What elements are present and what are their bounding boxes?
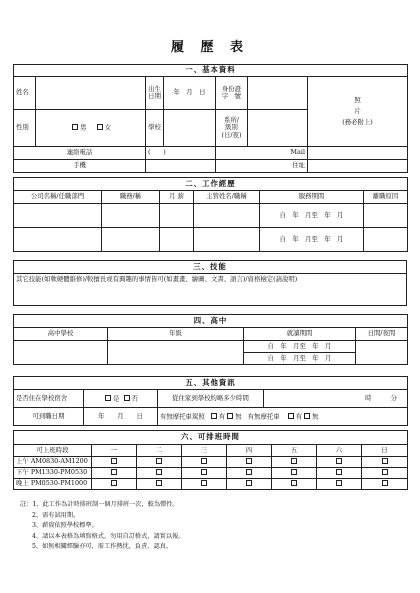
id-field[interactable] bbox=[248, 77, 308, 110]
slot-afternoon-label: 下午 PM1330-PM0530 bbox=[14, 468, 92, 479]
license-none-label: 無 bbox=[235, 412, 242, 421]
slot-checkbox[interactable] bbox=[156, 469, 162, 475]
slot-checkbox[interactable] bbox=[382, 469, 388, 475]
slot-cell bbox=[272, 479, 317, 490]
schedule-corner: 可上班時段 bbox=[14, 445, 92, 457]
section-basic-header: 一、基本資料 bbox=[14, 65, 408, 77]
slot-cell bbox=[227, 479, 272, 490]
slot-checkbox[interactable] bbox=[111, 469, 117, 475]
slot-cell bbox=[92, 468, 137, 479]
note-item: 5、如無相關經驗亦可，需工作熱忱，負責、認真。 bbox=[32, 543, 173, 550]
slot-cell bbox=[137, 479, 182, 490]
work-col-period: 服務期間 bbox=[260, 191, 364, 204]
schedule-day-wed: 三 bbox=[182, 445, 227, 457]
license-has-label: 有 bbox=[218, 412, 226, 421]
slot-checkbox[interactable] bbox=[201, 469, 207, 475]
slot-checkbox[interactable] bbox=[111, 480, 117, 486]
moto-has-checkbox[interactable] bbox=[288, 413, 294, 419]
dob-field[interactable]: 年 月 日 bbox=[164, 77, 216, 110]
schedule-day-fri: 五 bbox=[272, 445, 317, 457]
gender-field[interactable] bbox=[36, 110, 146, 147]
work-table bbox=[13, 177, 408, 252]
slot-checkbox[interactable] bbox=[291, 469, 297, 475]
start-date-field[interactable]: 年 月 日 bbox=[84, 408, 158, 426]
male-label: 男 bbox=[80, 123, 87, 132]
work-row-1-company[interactable] bbox=[14, 204, 102, 228]
mobile-field[interactable] bbox=[146, 160, 216, 173]
schedule-day-mon: 一 bbox=[92, 445, 137, 457]
section-schedule-header: 六、可排班時間 bbox=[14, 431, 408, 445]
slot-cell bbox=[362, 468, 408, 479]
mobile-label: 手機 bbox=[14, 160, 146, 173]
slot-checkbox[interactable] bbox=[336, 480, 342, 486]
slot-checkbox[interactable] bbox=[201, 458, 207, 464]
id-label: 身份證 字 號 bbox=[216, 77, 248, 110]
license-has-checkbox[interactable] bbox=[211, 413, 217, 419]
slot-checkbox[interactable] bbox=[246, 458, 252, 464]
dorm-label: 是否住在學校宿舍 bbox=[14, 390, 84, 408]
slot-cell bbox=[272, 468, 317, 479]
note-item: 3、薪資依照學校標準。 bbox=[32, 522, 98, 529]
work-row-2-company[interactable] bbox=[14, 228, 102, 252]
slot-checkbox[interactable] bbox=[246, 469, 252, 475]
gender-label: 性別 bbox=[14, 110, 36, 147]
phone-label: 連絡電話 bbox=[14, 147, 146, 160]
work-row-2-reason[interactable] bbox=[364, 228, 408, 252]
name-label: 姓名 bbox=[14, 77, 36, 110]
school-field[interactable] bbox=[164, 110, 216, 147]
slot-checkbox[interactable] bbox=[291, 480, 297, 486]
slot-cell bbox=[92, 479, 137, 490]
edu-col-daynight: 日間/夜間 bbox=[356, 328, 408, 341]
slot-checkbox[interactable] bbox=[382, 480, 388, 486]
slot-cell bbox=[272, 457, 317, 468]
moto-has-label: 有 bbox=[295, 412, 303, 421]
license-field[interactable] bbox=[158, 408, 408, 426]
female-label: 女 bbox=[104, 123, 111, 132]
work-col-salary: 月 薪 bbox=[160, 191, 194, 204]
section-work-header: 二、工作經歷 bbox=[14, 178, 408, 191]
slot-cell bbox=[362, 457, 408, 468]
work-row-2-title[interactable] bbox=[102, 228, 160, 252]
commute-label: 從住家到學校約略多少時間 bbox=[158, 390, 264, 408]
slot-cell bbox=[317, 479, 362, 490]
dorm-yes-checkbox[interactable] bbox=[105, 395, 111, 401]
slot-checkbox[interactable] bbox=[336, 469, 342, 475]
skills-table bbox=[13, 260, 407, 306]
dept-field[interactable] bbox=[248, 110, 308, 147]
phone-field[interactable]: ( ) bbox=[146, 147, 216, 160]
edu-period-1[interactable]: 自 年 月至 年 月 bbox=[244, 341, 356, 353]
schedule-day-tue: 二 bbox=[137, 445, 182, 457]
slot-checkbox[interactable] bbox=[201, 480, 207, 486]
slot-cell bbox=[317, 468, 362, 479]
moto-none-label: 無 bbox=[312, 412, 319, 421]
other-info-table bbox=[13, 376, 408, 426]
mail-field[interactable] bbox=[308, 147, 408, 160]
slot-checkbox[interactable] bbox=[156, 458, 162, 464]
work-row-2-supervisor[interactable] bbox=[194, 228, 260, 252]
dorm-no-label: 否 bbox=[131, 394, 138, 403]
slot-checkbox[interactable] bbox=[382, 458, 388, 464]
slot-cell bbox=[182, 479, 227, 490]
male-checkbox[interactable] bbox=[72, 124, 78, 130]
slot-cell bbox=[137, 457, 182, 468]
edu-school-field[interactable] bbox=[14, 341, 108, 365]
section-education-header: 四、高中 bbox=[14, 315, 408, 328]
education-table bbox=[13, 314, 408, 365]
slot-checkbox[interactable] bbox=[156, 480, 162, 486]
dept-label: 系所/ 級別 (日/夜) bbox=[216, 110, 248, 147]
mail-label: Mail bbox=[216, 147, 308, 160]
schedule-day-sat: 六 bbox=[317, 445, 362, 457]
moto-none-checkbox[interactable] bbox=[304, 413, 310, 419]
edu-grade-field[interactable] bbox=[108, 341, 244, 365]
schedule-table bbox=[13, 430, 408, 490]
slot-cell bbox=[227, 457, 272, 468]
work-row-2-period[interactable]: 自 年 月至 年 月 bbox=[260, 228, 364, 252]
work-row-1-period[interactable]: 自 年 月至 年 月 bbox=[260, 204, 364, 228]
dob-label: 出生 日期 bbox=[146, 77, 164, 110]
work-row-1-reason[interactable] bbox=[364, 204, 408, 228]
skills-field[interactable] bbox=[14, 274, 407, 306]
dorm-yes-label: 是 bbox=[113, 394, 120, 403]
slot-checkbox[interactable] bbox=[246, 480, 252, 486]
address-field[interactable] bbox=[308, 160, 408, 173]
slot-morning-label: 上午 AM0830-AM1200 bbox=[14, 457, 92, 468]
address-label: 住址 bbox=[216, 160, 308, 173]
slot-checkbox[interactable] bbox=[291, 458, 297, 464]
female-checkbox[interactable] bbox=[97, 124, 103, 130]
slot-cell bbox=[182, 468, 227, 479]
slot-cell bbox=[317, 457, 362, 468]
slot-cell bbox=[182, 457, 227, 468]
work-row-1-supervisor[interactable] bbox=[194, 204, 260, 228]
dorm-no-checkbox[interactable] bbox=[124, 395, 130, 401]
slot-checkbox[interactable] bbox=[336, 458, 342, 464]
slot-cell bbox=[92, 457, 137, 468]
dorm-field[interactable] bbox=[84, 390, 158, 408]
school-label: 學校 bbox=[146, 110, 164, 147]
schedule-day-thu: 四 bbox=[227, 445, 272, 457]
slot-cell bbox=[227, 468, 272, 479]
note-item: 註：1、此工作為計時排班制一個月排班一次，較為彈性。 bbox=[20, 501, 179, 508]
note-item: 4、請以本表格為填寫格式，勿用自訂格式，請實以報。 bbox=[32, 532, 185, 540]
edu-col-school: 高中學校 bbox=[14, 328, 108, 341]
section-skills-header: 三、技能 bbox=[14, 261, 407, 274]
moto-label: 有無摩托車 bbox=[247, 412, 280, 421]
schedule-day-sun: 日 bbox=[362, 445, 408, 457]
license-label: 有無摩托車駕照 bbox=[160, 412, 205, 421]
work-col-title: 職務/稱 bbox=[102, 191, 160, 204]
work-col-supervisor: 主管姓名/職稱 bbox=[194, 191, 260, 204]
work-row-2-salary[interactable] bbox=[160, 228, 194, 252]
photo-cell[interactable]: 照 片 (務必附上) bbox=[308, 77, 408, 147]
work-row-1-title[interactable] bbox=[102, 204, 160, 228]
page-title: 履 歷 表 bbox=[170, 40, 250, 55]
section-other-header: 五、其他資訊 bbox=[14, 377, 408, 390]
skills-prompt: 其它技能(如軟硬體維修)/較擅長或有興趣的事情皆可(如畫畫、繪圖、文書、語言)/資格檢定(請說明) bbox=[16, 275, 298, 283]
slot-checkbox[interactable] bbox=[111, 458, 117, 464]
start-date-label: 可到職日期 bbox=[14, 408, 84, 426]
name-field[interactable] bbox=[36, 77, 146, 110]
slot-cell bbox=[362, 479, 408, 490]
license-none-checkbox[interactable] bbox=[227, 413, 233, 419]
edu-col-grade: 年級 bbox=[108, 328, 244, 341]
edu-period-2[interactable]: 自 年 月至 年 月 bbox=[244, 353, 356, 365]
notes-block bbox=[20, 500, 184, 553]
slot-cell bbox=[137, 468, 182, 479]
work-row-1-salary[interactable] bbox=[160, 204, 194, 228]
commute-field[interactable]: 時 分 bbox=[264, 390, 408, 408]
basic-info-table bbox=[13, 64, 408, 173]
edu-daynight-field[interactable] bbox=[356, 341, 408, 365]
work-col-reason: 離職原因 bbox=[364, 191, 408, 204]
edu-col-period: 就讀期間 bbox=[244, 328, 356, 341]
work-col-company: 公司名稱/任職部門 bbox=[14, 191, 102, 204]
slot-evening-label: 晚上 PM0530-PM1000 bbox=[14, 479, 92, 490]
note-item: 2、需有試用期。 bbox=[32, 511, 80, 519]
